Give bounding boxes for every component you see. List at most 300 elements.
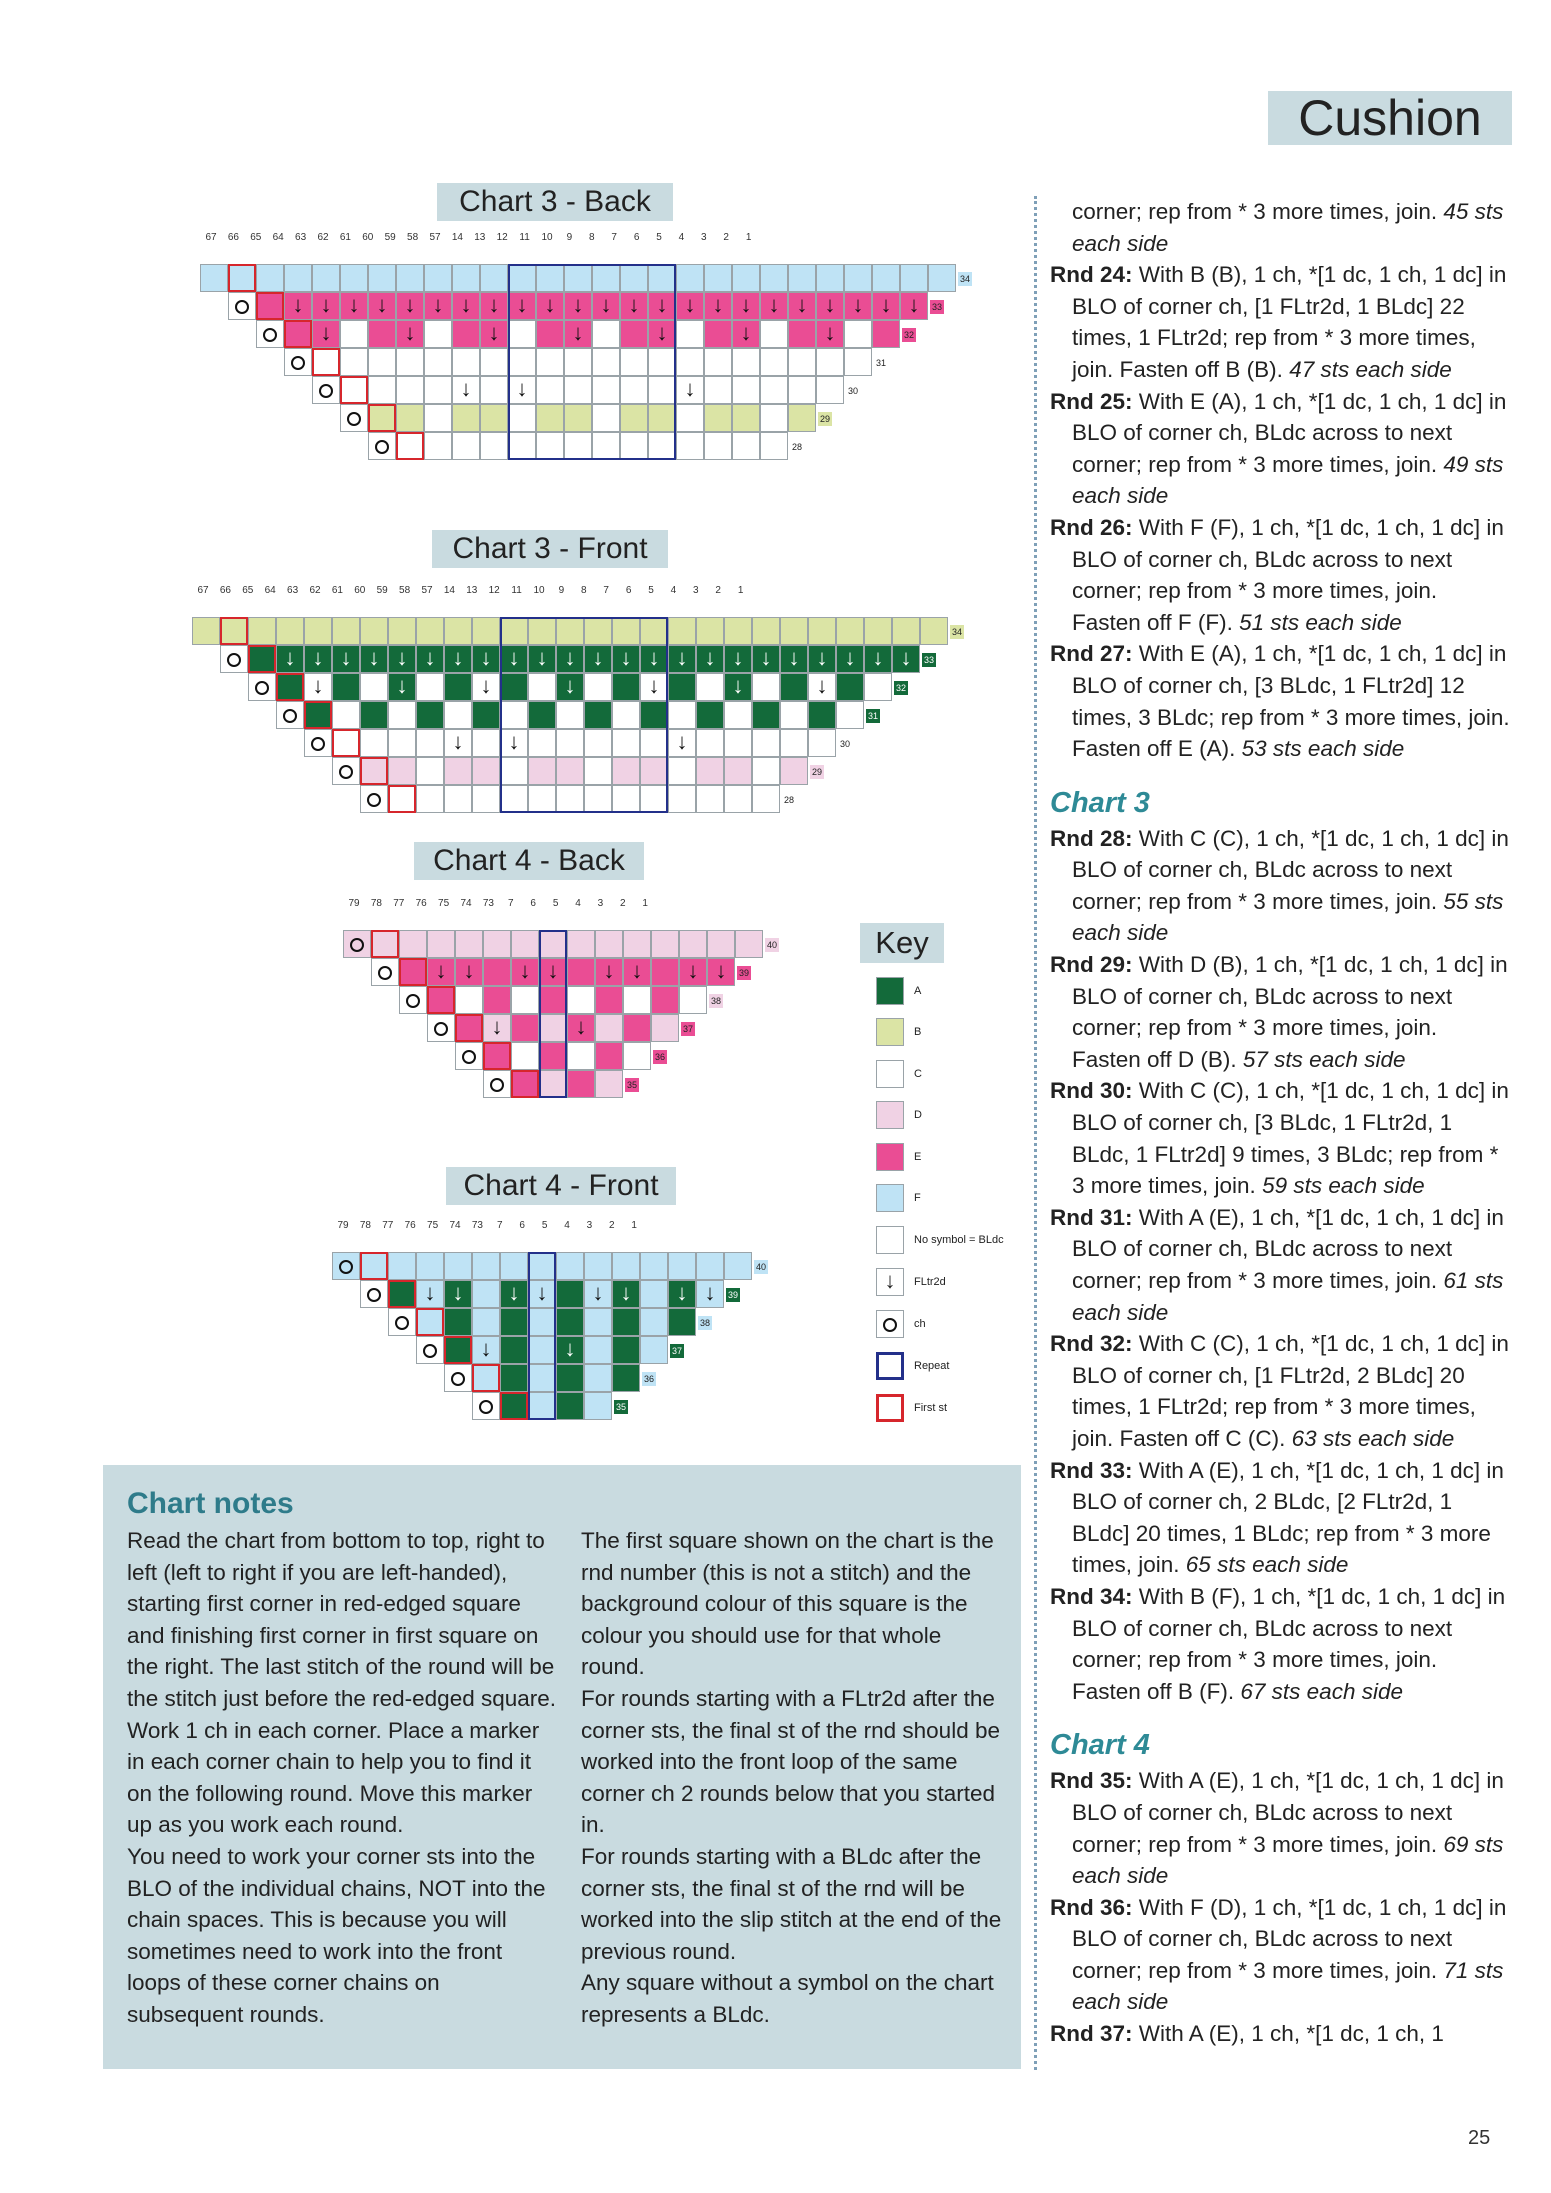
chart-row-number: 37 bbox=[683, 1024, 694, 1034]
chart-cell bbox=[192, 617, 220, 645]
chart-cell bbox=[864, 673, 892, 701]
key-title: Key bbox=[860, 923, 944, 963]
chart-notes-right-column bbox=[581, 1525, 1009, 2031]
chart-cell: ↓ bbox=[500, 645, 528, 673]
chart-cell: ↓ bbox=[872, 292, 900, 320]
chart-cell bbox=[920, 617, 948, 645]
chart-cell bbox=[416, 1336, 444, 1364]
chart-cell bbox=[332, 701, 360, 729]
chart-cell bbox=[640, 1336, 668, 1364]
chart-cell: ↓ bbox=[780, 645, 808, 673]
chart-cell bbox=[500, 1364, 528, 1392]
chart-cell bbox=[696, 785, 724, 813]
chart-cell: ↓ bbox=[752, 645, 780, 673]
chart-cell: ↓ bbox=[427, 958, 455, 986]
ch-symbol bbox=[350, 938, 364, 952]
chart-cell bbox=[396, 348, 424, 376]
ch-symbol bbox=[406, 994, 420, 1008]
ch-symbol bbox=[423, 1344, 437, 1358]
chart-cell bbox=[371, 930, 399, 958]
chart-cell bbox=[556, 1252, 584, 1280]
chart-column-number: 14 bbox=[443, 585, 455, 596]
key-swatch: ↓ bbox=[876, 1268, 904, 1296]
chart-column-number: 1 bbox=[737, 585, 744, 596]
chart-cell bbox=[256, 320, 284, 348]
chart-cell bbox=[704, 320, 732, 348]
chart-cell bbox=[724, 701, 752, 729]
key-swatch bbox=[876, 1310, 904, 1338]
chart-cell bbox=[584, 1364, 612, 1392]
chart-column-number: 3 bbox=[701, 232, 707, 243]
chart-cell bbox=[556, 1364, 584, 1392]
chart-cell bbox=[788, 264, 816, 292]
chart-row-number: 39 bbox=[739, 968, 750, 978]
pattern-round: Rnd 32: With C (C), 1 ch, *[1 dc, 1 ch, 1 dc] in BLO of corner ch, [1 FLtr2d, 2 BLdc] 20 times, 1 FLtr2d; rep from * 3 more times, join. Fasten off C (C). 63 sts each side bbox=[1050, 1331, 1509, 1451]
ch-symbol bbox=[490, 1078, 504, 1092]
chart-cell bbox=[752, 785, 780, 813]
chart-cell bbox=[696, 1252, 724, 1280]
chart-cell bbox=[343, 930, 371, 958]
chart-cell bbox=[312, 264, 340, 292]
chart-column-number: 5 bbox=[656, 232, 662, 243]
chart-cell bbox=[399, 958, 427, 986]
chart-column-number: 1 bbox=[631, 1220, 637, 1231]
chart-cell: ↓ bbox=[472, 645, 500, 673]
chart-cell bbox=[332, 1252, 360, 1280]
key-swatch bbox=[876, 1352, 904, 1380]
chart-cell: ↓ bbox=[536, 292, 564, 320]
chart-cell bbox=[696, 701, 724, 729]
chart-cell bbox=[788, 376, 816, 404]
chart-notes-heading: Chart notes bbox=[127, 1487, 294, 1520]
chart-cell bbox=[760, 376, 788, 404]
chart-cell: ↓ bbox=[528, 645, 556, 673]
chart-cell bbox=[808, 617, 836, 645]
chart-cell: ↓ bbox=[312, 292, 340, 320]
chart-cell: ↓ bbox=[679, 958, 707, 986]
pattern-round: Rnd 27: With E (A), 1 ch, *[1 dc, 1 ch, 1 dc] in BLO of corner ch, [3 BLdc, 1 FLtr2d] 12 times, 3 BLdc; rep from * 3 more times, join. Fasten off E (A). 53 sts each side bbox=[1050, 641, 1510, 762]
chart-cell bbox=[567, 1042, 595, 1070]
chart-cell bbox=[452, 432, 480, 460]
chart-cell: ↓ bbox=[472, 1336, 500, 1364]
ch-symbol bbox=[319, 384, 333, 398]
chart-column-number: 3 bbox=[693, 585, 699, 596]
chart-cell bbox=[396, 404, 424, 432]
chart-cell bbox=[623, 930, 651, 958]
chart-cell bbox=[595, 930, 623, 958]
chart-row-number: 34 bbox=[952, 627, 963, 637]
chart-column-number: 8 bbox=[581, 585, 587, 596]
chart-cell bbox=[340, 320, 368, 348]
chart-cell bbox=[480, 432, 508, 460]
chart-cell bbox=[480, 404, 508, 432]
chart-cell: ↓ bbox=[584, 645, 612, 673]
chart-column-number: 73 bbox=[482, 898, 494, 909]
chart-cell bbox=[444, 617, 472, 645]
chart-column-number: 9 bbox=[566, 232, 573, 243]
chart-cell: ↓ bbox=[724, 645, 752, 673]
chart-cell bbox=[472, 701, 500, 729]
chart-cell bbox=[844, 264, 872, 292]
ch-symbol bbox=[283, 709, 297, 723]
chart-column-number: 7 bbox=[497, 1220, 503, 1231]
chart-column-number: 73 bbox=[471, 1220, 483, 1231]
chart-cell: ↓ bbox=[539, 958, 567, 986]
chart-cell bbox=[668, 617, 696, 645]
key-label: C bbox=[914, 1068, 922, 1080]
chart-cell bbox=[256, 292, 284, 320]
chart-cell: ↓ bbox=[388, 673, 416, 701]
chart-column-number: 79 bbox=[348, 898, 360, 909]
chart-cell: ↓ bbox=[444, 1280, 472, 1308]
chart-column-number: 14 bbox=[451, 232, 463, 243]
chart-column-number: 12 bbox=[488, 585, 500, 596]
chart-cell bbox=[511, 986, 539, 1014]
pattern-round: Rnd 37: With A (E), 1 ch, *[1 dc, 1 ch, 1 bbox=[1050, 2021, 1444, 2047]
chart-column-number: 7 bbox=[611, 232, 617, 243]
chart-column-number: 4 bbox=[670, 585, 677, 596]
chart-column-number: 4 bbox=[564, 1220, 570, 1231]
chart-cell bbox=[696, 729, 724, 757]
chart-cell bbox=[732, 404, 760, 432]
chart-cell: ↓ bbox=[704, 292, 732, 320]
chart-cell bbox=[483, 930, 511, 958]
chart-cell bbox=[480, 348, 508, 376]
chart-cell bbox=[371, 958, 399, 986]
chart-column-number: 9 bbox=[558, 585, 565, 596]
chart-cell: ↓ bbox=[312, 320, 340, 348]
chart-cell bbox=[472, 757, 500, 785]
chart-cell bbox=[844, 348, 872, 376]
chart-cell bbox=[584, 1392, 612, 1420]
key-label: B bbox=[914, 1026, 922, 1038]
chart-column-number: 5 bbox=[541, 1220, 548, 1231]
chart-cell bbox=[416, 785, 444, 813]
chart-cell bbox=[752, 617, 780, 645]
key-swatch bbox=[876, 1143, 904, 1171]
chart-cell bbox=[676, 320, 704, 348]
chart-cell bbox=[668, 701, 696, 729]
chart-cell bbox=[424, 264, 452, 292]
chart-cell bbox=[732, 264, 760, 292]
chart-cell bbox=[248, 617, 276, 645]
chart-column-number: 4 bbox=[678, 232, 685, 243]
chart-cell bbox=[511, 930, 539, 958]
chart-column-number: 76 bbox=[415, 898, 427, 909]
chart-cell bbox=[556, 1308, 584, 1336]
chart-column-number: 1 bbox=[642, 898, 648, 909]
repeat-outline bbox=[528, 1252, 556, 1420]
chart-cell bbox=[584, 1308, 612, 1336]
chart-cell bbox=[452, 348, 480, 376]
chart-cell bbox=[360, 1252, 388, 1280]
chart-cell bbox=[696, 617, 724, 645]
chart-cell: ↓ bbox=[424, 292, 452, 320]
chart-cell: ↓ bbox=[444, 729, 472, 757]
chart-column-number: 59 bbox=[384, 232, 396, 243]
key-swatch bbox=[876, 1226, 904, 1254]
chart-cell bbox=[808, 729, 836, 757]
chart-cell bbox=[724, 729, 752, 757]
chart-column-number: 62 bbox=[309, 585, 321, 596]
chart-column-number: 3 bbox=[586, 1220, 593, 1231]
chart-cell bbox=[368, 432, 396, 460]
chart-cell bbox=[511, 1014, 539, 1042]
ch-symbol bbox=[291, 356, 305, 370]
chart-note: You need to work your corner sts into the BLO of the individual chains, NOT into the chain spaces. This is because you will sometimes need to work into the front loops of these corner chains on subsequent rounds. bbox=[127, 1843, 546, 2027]
chart-cell bbox=[256, 264, 284, 292]
chart-cell bbox=[360, 757, 388, 785]
chart-cell bbox=[567, 986, 595, 1014]
chart-note: For rounds starting with a FLtr2d after the corner sts, the final st of the rnd should be worked into the front loop of the same corner ch 2 rounds below that you started in. bbox=[581, 1685, 1000, 1838]
chart-note: For rounds starting with a BLdc after the corner sts, the final st of the rnd will be worked into the slip stitch at the end of the previous round. bbox=[581, 1843, 1002, 1964]
chart-column-number: 13 bbox=[466, 585, 478, 596]
chart-cell: ↓ bbox=[612, 645, 640, 673]
chart-row-number: 37 bbox=[672, 1346, 683, 1356]
ch-symbol bbox=[479, 1400, 493, 1414]
chart-row-number: 33 bbox=[924, 655, 935, 665]
chart-cell: ↓ bbox=[483, 1014, 511, 1042]
chart-column-number: 64 bbox=[272, 232, 284, 243]
chart-cell bbox=[735, 930, 763, 958]
chart-column-number: 61 bbox=[331, 585, 343, 596]
chart-cell bbox=[388, 701, 416, 729]
chart-cell bbox=[360, 785, 388, 813]
chart-cell: ↓ bbox=[892, 645, 920, 673]
chart-cell: ↓ bbox=[900, 292, 928, 320]
chart-cell: ↓ bbox=[732, 292, 760, 320]
pattern-intro: corner; rep from * 3 more times, join. 45 sts each side bbox=[1072, 199, 1504, 256]
chart-column-number: 77 bbox=[393, 898, 405, 909]
chart-cell bbox=[472, 729, 500, 757]
chart-cell: ↓ bbox=[556, 673, 584, 701]
chart-cell bbox=[900, 264, 928, 292]
chart-cell bbox=[304, 617, 332, 645]
chart-column-number: 60 bbox=[354, 585, 366, 596]
pattern-round: Rnd 34: With B (F), 1 ch, *[1 dc, 1 ch, 1 dc] in BLO of corner ch, BLdc across to next corner; rep from * 3 more times, join. Fasten off B (F). 67 sts each side bbox=[1050, 1583, 1506, 1704]
chart-cell bbox=[780, 673, 808, 701]
chart-3-heading: Chart 3 bbox=[1050, 786, 1150, 819]
chart-cell: ↓ bbox=[511, 958, 539, 986]
pattern-round: Rnd 30: With C (C), 1 ch, *[1 dc, 1 ch, 1 dc] in BLO of corner ch, [3 BLdc, 1 FLtr2d, 1 BLdc, 1 FLtr2d] 9 times, 3 BLdc; rep from * 3 more times, join. 59 sts each side bbox=[1050, 1078, 1509, 1199]
ch-symbol bbox=[367, 793, 381, 807]
chart-cell: ↓ bbox=[508, 292, 536, 320]
chart-3-front-label: Chart 3 - Front bbox=[432, 530, 668, 568]
chart-cell: ↓ bbox=[567, 1014, 595, 1042]
chart-cell bbox=[483, 1042, 511, 1070]
chart-cell: ↓ bbox=[304, 645, 332, 673]
chart-cell bbox=[556, 1280, 584, 1308]
ch-symbol bbox=[462, 1050, 476, 1064]
chart-cell bbox=[248, 673, 276, 701]
chart-cell bbox=[651, 986, 679, 1014]
chart-notes-panel bbox=[103, 1465, 1021, 2069]
chart-cell bbox=[696, 757, 724, 785]
ch-symbol bbox=[311, 737, 325, 751]
pattern-round: Rnd 28: With C (C), 1 ch, *[1 dc, 1 ch, 1 dc] in BLO of corner ch, BLdc across to next corner; rep from * 3 more times, join. 55 sts each side bbox=[1050, 825, 1509, 946]
chart-column-number: 77 bbox=[382, 1220, 394, 1231]
chart-note: Any square without a symbol on the chart represents a BLdc. bbox=[581, 1970, 994, 2027]
chart-cell bbox=[567, 1070, 595, 1098]
chart-cell bbox=[732, 376, 760, 404]
chart-column-number: 65 bbox=[250, 232, 262, 243]
chart-cell: ↓ bbox=[788, 292, 816, 320]
chart-cell bbox=[340, 264, 368, 292]
chart-cell: ↓ bbox=[276, 645, 304, 673]
chart-cell bbox=[304, 729, 332, 757]
ch-symbol bbox=[378, 966, 392, 980]
chart-cell: ↓ bbox=[808, 645, 836, 673]
chart-cell bbox=[312, 376, 340, 404]
chart-cell: ↓ bbox=[304, 673, 332, 701]
chart-cell bbox=[452, 320, 480, 348]
chart-cell bbox=[444, 1364, 472, 1392]
chart-cell bbox=[640, 1252, 668, 1280]
chart-cell bbox=[444, 1336, 472, 1364]
chart-cell bbox=[612, 1308, 640, 1336]
pattern-round: Rnd 29: With D (B), 1 ch, *[1 dc, 1 ch, 1 dc] in BLO of corner ch, BLdc across to next corner; rep from * 3 more times, join. Fasten off D (B). 57 sts each side bbox=[1050, 952, 1508, 1072]
chart-cell bbox=[500, 1252, 528, 1280]
key-label: D bbox=[914, 1109, 922, 1121]
chart-cell bbox=[864, 617, 892, 645]
ch-symbol bbox=[883, 1318, 897, 1332]
key-label: F bbox=[914, 1192, 921, 1204]
chart-row-number: 36 bbox=[655, 1052, 666, 1062]
chart-column-number: 75 bbox=[438, 898, 450, 909]
chart-cell: ↓ bbox=[696, 1280, 724, 1308]
chart-cell bbox=[760, 320, 788, 348]
chart-cell bbox=[676, 348, 704, 376]
chart-cell bbox=[396, 376, 424, 404]
chart-cell: ↓ bbox=[500, 1280, 528, 1308]
chart-row-number: 32 bbox=[904, 330, 915, 340]
chart-cell bbox=[388, 1252, 416, 1280]
chart-cell: ↓ bbox=[724, 673, 752, 701]
chart-cell bbox=[424, 404, 452, 432]
chart-cell bbox=[455, 930, 483, 958]
chart-cell bbox=[455, 986, 483, 1014]
chart-3-back-label: Chart 3 - Back bbox=[437, 183, 673, 221]
chart-cell bbox=[304, 701, 332, 729]
chart-cell bbox=[472, 1280, 500, 1308]
chart-cell: ↓ bbox=[595, 958, 623, 986]
chart-cell bbox=[424, 320, 452, 348]
chart-cell bbox=[472, 617, 500, 645]
chart-cell bbox=[424, 432, 452, 460]
chart-cell bbox=[704, 404, 732, 432]
key-swatch bbox=[876, 1184, 904, 1212]
key-swatch bbox=[876, 1394, 904, 1422]
chart-cell bbox=[444, 757, 472, 785]
chart-cell bbox=[416, 1308, 444, 1336]
chart-4-front-label: Chart 4 - Front bbox=[446, 1167, 676, 1205]
chart-column-number: 74 bbox=[460, 898, 472, 909]
chart-4-heading: Chart 4 bbox=[1050, 1729, 1150, 1762]
chart-cell: ↓ bbox=[620, 292, 648, 320]
chart-column-number: 1 bbox=[745, 232, 752, 243]
chart-cell bbox=[360, 1280, 388, 1308]
chart-cell bbox=[480, 376, 508, 404]
chart-cell bbox=[483, 958, 511, 986]
chart-cell bbox=[452, 404, 480, 432]
chart-column-number: 74 bbox=[449, 1220, 461, 1231]
chart-cell bbox=[724, 757, 752, 785]
ch-symbol bbox=[255, 681, 269, 695]
chart-cell bbox=[388, 757, 416, 785]
chart-cell bbox=[472, 1392, 500, 1420]
chart-column-number: 6 bbox=[530, 898, 536, 909]
chart-cell bbox=[816, 348, 844, 376]
chart-cell bbox=[651, 958, 679, 986]
chart-cell bbox=[676, 264, 704, 292]
chart-cell bbox=[556, 1392, 584, 1420]
chart-cell bbox=[424, 348, 452, 376]
chart-cell bbox=[388, 1280, 416, 1308]
key-label: E bbox=[914, 1151, 922, 1163]
chart-cell bbox=[788, 404, 816, 432]
chart-cell bbox=[368, 348, 396, 376]
chart-cell bbox=[752, 701, 780, 729]
chart-cell: ↓ bbox=[864, 645, 892, 673]
ch-symbol bbox=[434, 1022, 448, 1036]
chart-cell bbox=[276, 617, 304, 645]
chart-column-number: 7 bbox=[603, 585, 609, 596]
chart-cell bbox=[668, 673, 696, 701]
repeat-outline bbox=[508, 264, 676, 460]
chart-cell bbox=[312, 348, 340, 376]
chart-cell: ↓ bbox=[584, 1280, 612, 1308]
chart-row-number: 33 bbox=[932, 302, 943, 312]
chart-cell bbox=[472, 1308, 500, 1336]
chart-cell bbox=[707, 930, 735, 958]
key-swatch bbox=[876, 1060, 904, 1088]
chart-cell bbox=[360, 729, 388, 757]
chart-column-number: 8 bbox=[589, 232, 595, 243]
chart-cell: ↓ bbox=[452, 292, 480, 320]
chart-column-number: 65 bbox=[242, 585, 254, 596]
chart-column-number: 5 bbox=[552, 898, 559, 909]
key-swatch bbox=[876, 977, 904, 1005]
key-label: ch bbox=[914, 1318, 926, 1330]
chart-cell bbox=[760, 348, 788, 376]
chart-row-number: 40 bbox=[756, 1262, 767, 1272]
chart-column-number: 57 bbox=[421, 585, 433, 596]
chart-cell bbox=[368, 376, 396, 404]
chart-cell bbox=[788, 348, 816, 376]
chart-cell bbox=[788, 320, 816, 348]
chart-column-number: 2 bbox=[715, 585, 721, 596]
chart-cell: ↓ bbox=[480, 320, 508, 348]
chart-cell bbox=[340, 404, 368, 432]
chart-cell: ↓ bbox=[816, 320, 844, 348]
chart-column-number: 4 bbox=[575, 898, 581, 909]
chart-cell bbox=[584, 1336, 612, 1364]
chart-cell bbox=[623, 1042, 651, 1070]
chart-row-number: 29 bbox=[812, 767, 823, 777]
chart-cell bbox=[427, 1014, 455, 1042]
chart-cell bbox=[388, 1308, 416, 1336]
chart-cell bbox=[623, 1014, 651, 1042]
chart-cell: ↓ bbox=[648, 320, 676, 348]
chart-cell bbox=[836, 673, 864, 701]
chart-cell: ↓ bbox=[668, 729, 696, 757]
chart-cell bbox=[416, 729, 444, 757]
chart-cell bbox=[780, 617, 808, 645]
key-label: A bbox=[914, 985, 922, 997]
pattern-round: Rnd 36: With F (D), 1 ch, *[1 dc, 1 ch, 1 dc] in BLO of corner ch, BLdc across to next corner; rep from * 3 more times, join. 71 sts each side bbox=[1050, 1894, 1507, 2015]
chart-cell: ↓ bbox=[836, 645, 864, 673]
key-label: No symbol = BLdc bbox=[914, 1234, 1004, 1246]
